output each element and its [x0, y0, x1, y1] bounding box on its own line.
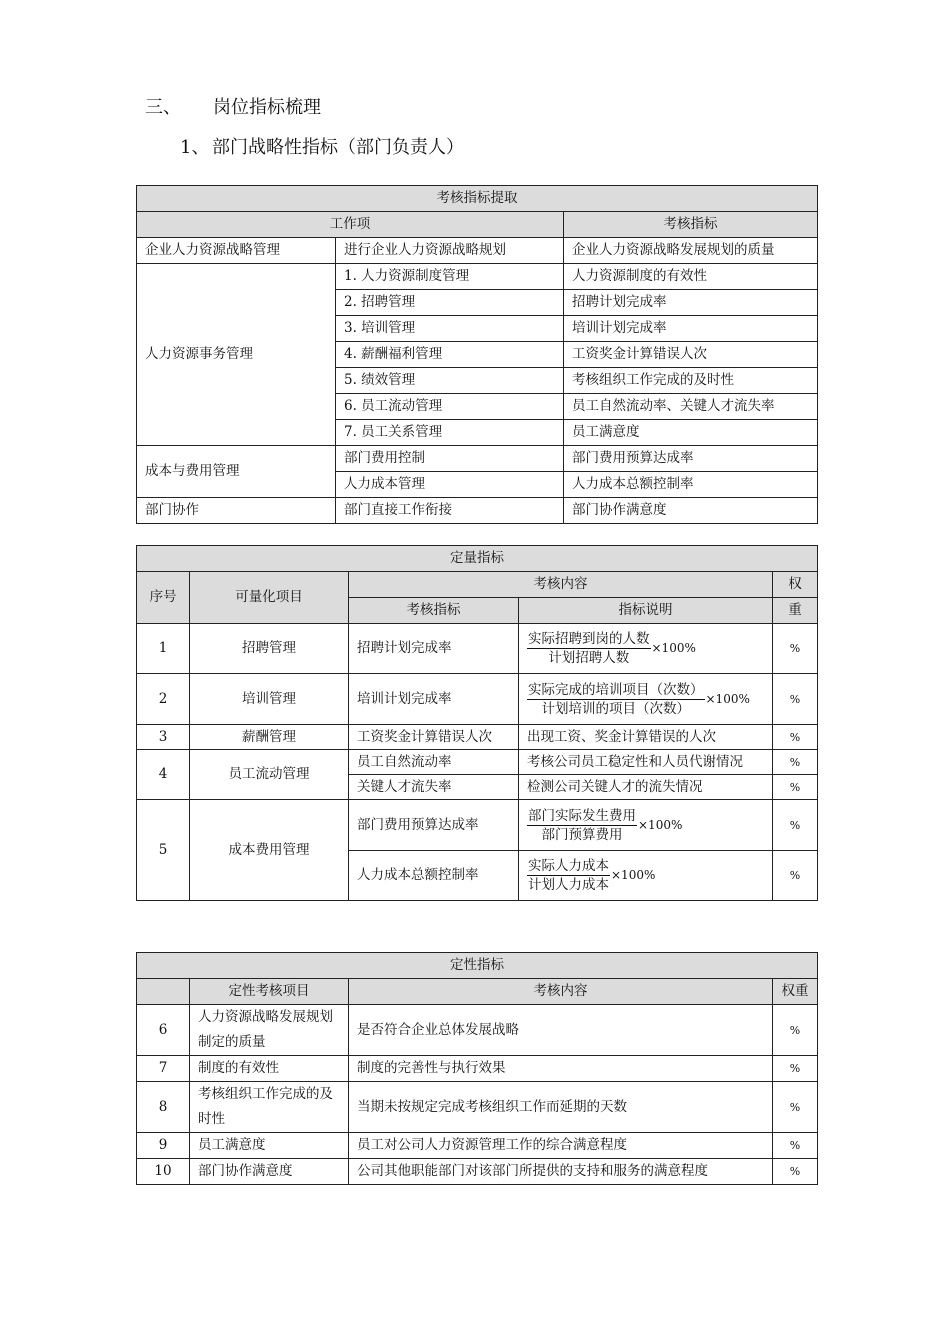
indicator-cell: 招聘计划完成率	[564, 290, 818, 316]
table1-title: 考核指标提取	[137, 186, 818, 212]
formula-multiplier: ×100%	[638, 817, 683, 832]
indicator-cell: 人力资源制度的有效性	[564, 264, 818, 290]
category-cell: 企业人力资源战略管理	[137, 238, 336, 264]
formula-multiplier: ×100%	[651, 641, 696, 655]
table-row	[137, 1005, 818, 1056]
table-row	[137, 1133, 818, 1159]
weight-cell: %	[773, 775, 818, 800]
formula-cell	[519, 800, 773, 851]
formula	[527, 631, 696, 666]
formula	[527, 808, 682, 843]
indicator-cell: 员工自然流动率	[349, 750, 519, 775]
work-item-cell: 部门直接工作衔接	[336, 498, 564, 524]
formula-numerator: 实际招聘到岗的人数	[528, 631, 650, 647]
row-number: 2	[137, 674, 190, 725]
row-number: 3	[137, 725, 190, 750]
quantifiable-item: 成本费用管理	[190, 800, 349, 901]
work-item-cell: 人力成本管理	[336, 472, 564, 498]
description-cell: 出现工资、奖金计算错误的人次	[519, 725, 773, 750]
row-number: 7	[137, 1056, 190, 1082]
weight-cell: %	[773, 1056, 818, 1082]
subsection-number: 1、	[180, 137, 210, 158]
weight-cell: %	[773, 851, 818, 901]
indicator-cell: 培训计划完成率	[349, 674, 519, 725]
indicator-cell: 人力成本总额控制率	[349, 851, 519, 901]
weight-cell: %	[773, 800, 818, 851]
indicator-cell: 考核组织工作完成的及时性	[564, 368, 818, 394]
indicator-cell: 工资奖金计算错误人次	[349, 725, 519, 750]
subsection-heading	[180, 137, 464, 159]
col-header-no: 序号	[137, 572, 190, 624]
work-item-cell: 3. 培训管理	[336, 316, 564, 342]
col-header-work: 工作项	[137, 212, 564, 238]
formula	[527, 682, 750, 717]
qualitative-item: 员工满意度	[190, 1133, 349, 1159]
col-header-no	[137, 979, 190, 1005]
qualitative-item: 考核组织工作完成的及时性	[190, 1082, 349, 1133]
formula-numerator: 实际人力成本	[528, 858, 609, 874]
qualitative-item: 部门协作满意度	[190, 1159, 349, 1185]
indicator-cell: 人力成本总额控制率	[564, 472, 818, 498]
col-header-item: 可量化项目	[190, 572, 349, 624]
weight-cell: %	[773, 674, 818, 725]
formula-cell	[519, 851, 773, 901]
weight-cell: %	[773, 1005, 818, 1056]
table-row	[137, 446, 818, 472]
row-number: 4	[137, 750, 190, 800]
section-title: 岗位指标梳理	[213, 97, 321, 118]
table2-title: 定量指标	[137, 546, 818, 572]
col-header-indicator: 考核指标	[564, 212, 818, 238]
row-number: 1	[137, 624, 190, 674]
formula	[527, 858, 655, 893]
table-row	[137, 1082, 818, 1133]
formula-multiplier: ×100%	[611, 868, 656, 882]
col-header-desc: 指标说明	[519, 598, 773, 624]
formula-cell	[519, 674, 773, 725]
weight-cell: %	[773, 725, 818, 750]
section-number: 三、	[145, 97, 181, 118]
weight-cell: %	[773, 1159, 818, 1185]
quantifiable-item: 培训管理	[190, 674, 349, 725]
formula-denominator: 计划招聘人数	[548, 650, 630, 666]
quantifiable-item: 薪酬管理	[190, 725, 349, 750]
col-header-indicator: 考核指标	[349, 598, 519, 624]
quantifiable-item: 招聘管理	[190, 624, 349, 674]
subsection-title: 部门战略性指标（部门负责人）	[212, 137, 464, 158]
content-cell: 制度的完善性与执行效果	[349, 1056, 773, 1082]
table-row	[137, 725, 818, 750]
table-row	[137, 498, 818, 524]
work-item-cell: 部门费用控制	[336, 446, 564, 472]
formula-denominator: 部门预算费用	[541, 826, 623, 843]
formula-multiplier: ×100%	[705, 691, 750, 706]
description-cell: 检测公司关键人才的流失情况	[519, 775, 773, 800]
work-item-cell: 5. 绩效管理	[336, 368, 564, 394]
category-cell: 成本与费用管理	[137, 446, 336, 498]
category-cell: 部门协作	[137, 498, 336, 524]
qualitative-indicator-table	[136, 952, 818, 1185]
col-header-weight: 权重	[773, 979, 818, 1005]
table-row	[137, 1159, 818, 1185]
weight-cell: %	[773, 1082, 818, 1133]
indicator-cell: 企业人力资源战略发展规划的质量	[564, 238, 818, 264]
content-cell: 是否符合企业总体发展战略	[349, 1005, 773, 1056]
qualitative-item: 制度的有效性	[190, 1056, 349, 1082]
indicator-cell: 员工自然流动率、关键人才流失率	[564, 394, 818, 420]
table3-title: 定性指标	[137, 953, 818, 979]
row-number: 9	[137, 1133, 190, 1159]
indicator-cell: 部门费用预算达成率	[564, 446, 818, 472]
category-cell: 人力资源事务管理	[137, 264, 336, 446]
formula-cell	[519, 624, 773, 674]
content-cell: 员工对公司人力资源管理工作的综合满意程度	[349, 1133, 773, 1159]
content-cell: 公司其他职能部门对该部门所提供的支持和服务的满意程度	[349, 1159, 773, 1185]
work-item-cell: 进行企业人力资源战略规划	[336, 238, 564, 264]
indicator-cell: 员工满意度	[564, 420, 818, 446]
table-row	[137, 800, 818, 851]
row-number: 6	[137, 1005, 190, 1056]
work-item-cell: 4. 薪酬福利管理	[336, 342, 564, 368]
indicator-cell: 培训计划完成率	[564, 316, 818, 342]
indicator-cell: 部门协作满意度	[564, 498, 818, 524]
formula-denominator: 计划人力成本	[528, 877, 609, 893]
formula-denominator: 计划培训的项目（次数）	[541, 700, 690, 717]
weight-cell: %	[773, 624, 818, 674]
section-heading	[145, 97, 321, 119]
indicator-cell: 招聘计划完成率	[349, 624, 519, 674]
indicator-extraction-table	[136, 185, 818, 524]
work-item-cell: 2. 招聘管理	[336, 290, 564, 316]
table-row	[137, 674, 818, 725]
work-item-cell: 1. 人力资源制度管理	[336, 264, 564, 290]
work-item-cell: 7. 员工关系管理	[336, 420, 564, 446]
indicator-cell: 部门费用预算达成率	[349, 800, 519, 851]
formula-numerator: 实际完成的培训项目（次数）	[528, 681, 704, 698]
work-item-cell: 6. 员工流动管理	[336, 394, 564, 420]
table-row	[137, 1056, 818, 1082]
qualitative-item: 人力资源战略发展规划制定的质量	[190, 1005, 349, 1056]
col-header-item: 定性考核项目	[190, 979, 349, 1005]
table-row	[137, 750, 818, 775]
col-header-content: 考核内容	[349, 979, 773, 1005]
quantifiable-item: 员工流动管理	[190, 750, 349, 800]
indicator-cell: 工资奖金计算错误人次	[564, 342, 818, 368]
description-cell: 考核公司员工稳定性和人员代谢情况	[519, 750, 773, 775]
indicator-cell: 关键人才流失率	[349, 775, 519, 800]
col-header-content: 考核内容	[349, 572, 773, 598]
content-cell: 当期未按规定完成考核组织工作而延期的天数	[349, 1082, 773, 1133]
row-number: 10	[137, 1159, 190, 1185]
col-header-weight-1: 权	[773, 572, 818, 598]
table-row	[137, 264, 818, 290]
row-number: 8	[137, 1082, 190, 1133]
row-number: 5	[137, 800, 190, 901]
col-header-weight-2: 重	[773, 598, 818, 624]
weight-cell: %	[773, 750, 818, 775]
quantitative-indicator-table	[136, 545, 818, 901]
table-row	[137, 624, 818, 674]
weight-cell: %	[773, 1133, 818, 1159]
formula-numerator: 部门实际发生费用	[528, 807, 636, 824]
table-row	[137, 238, 818, 264]
